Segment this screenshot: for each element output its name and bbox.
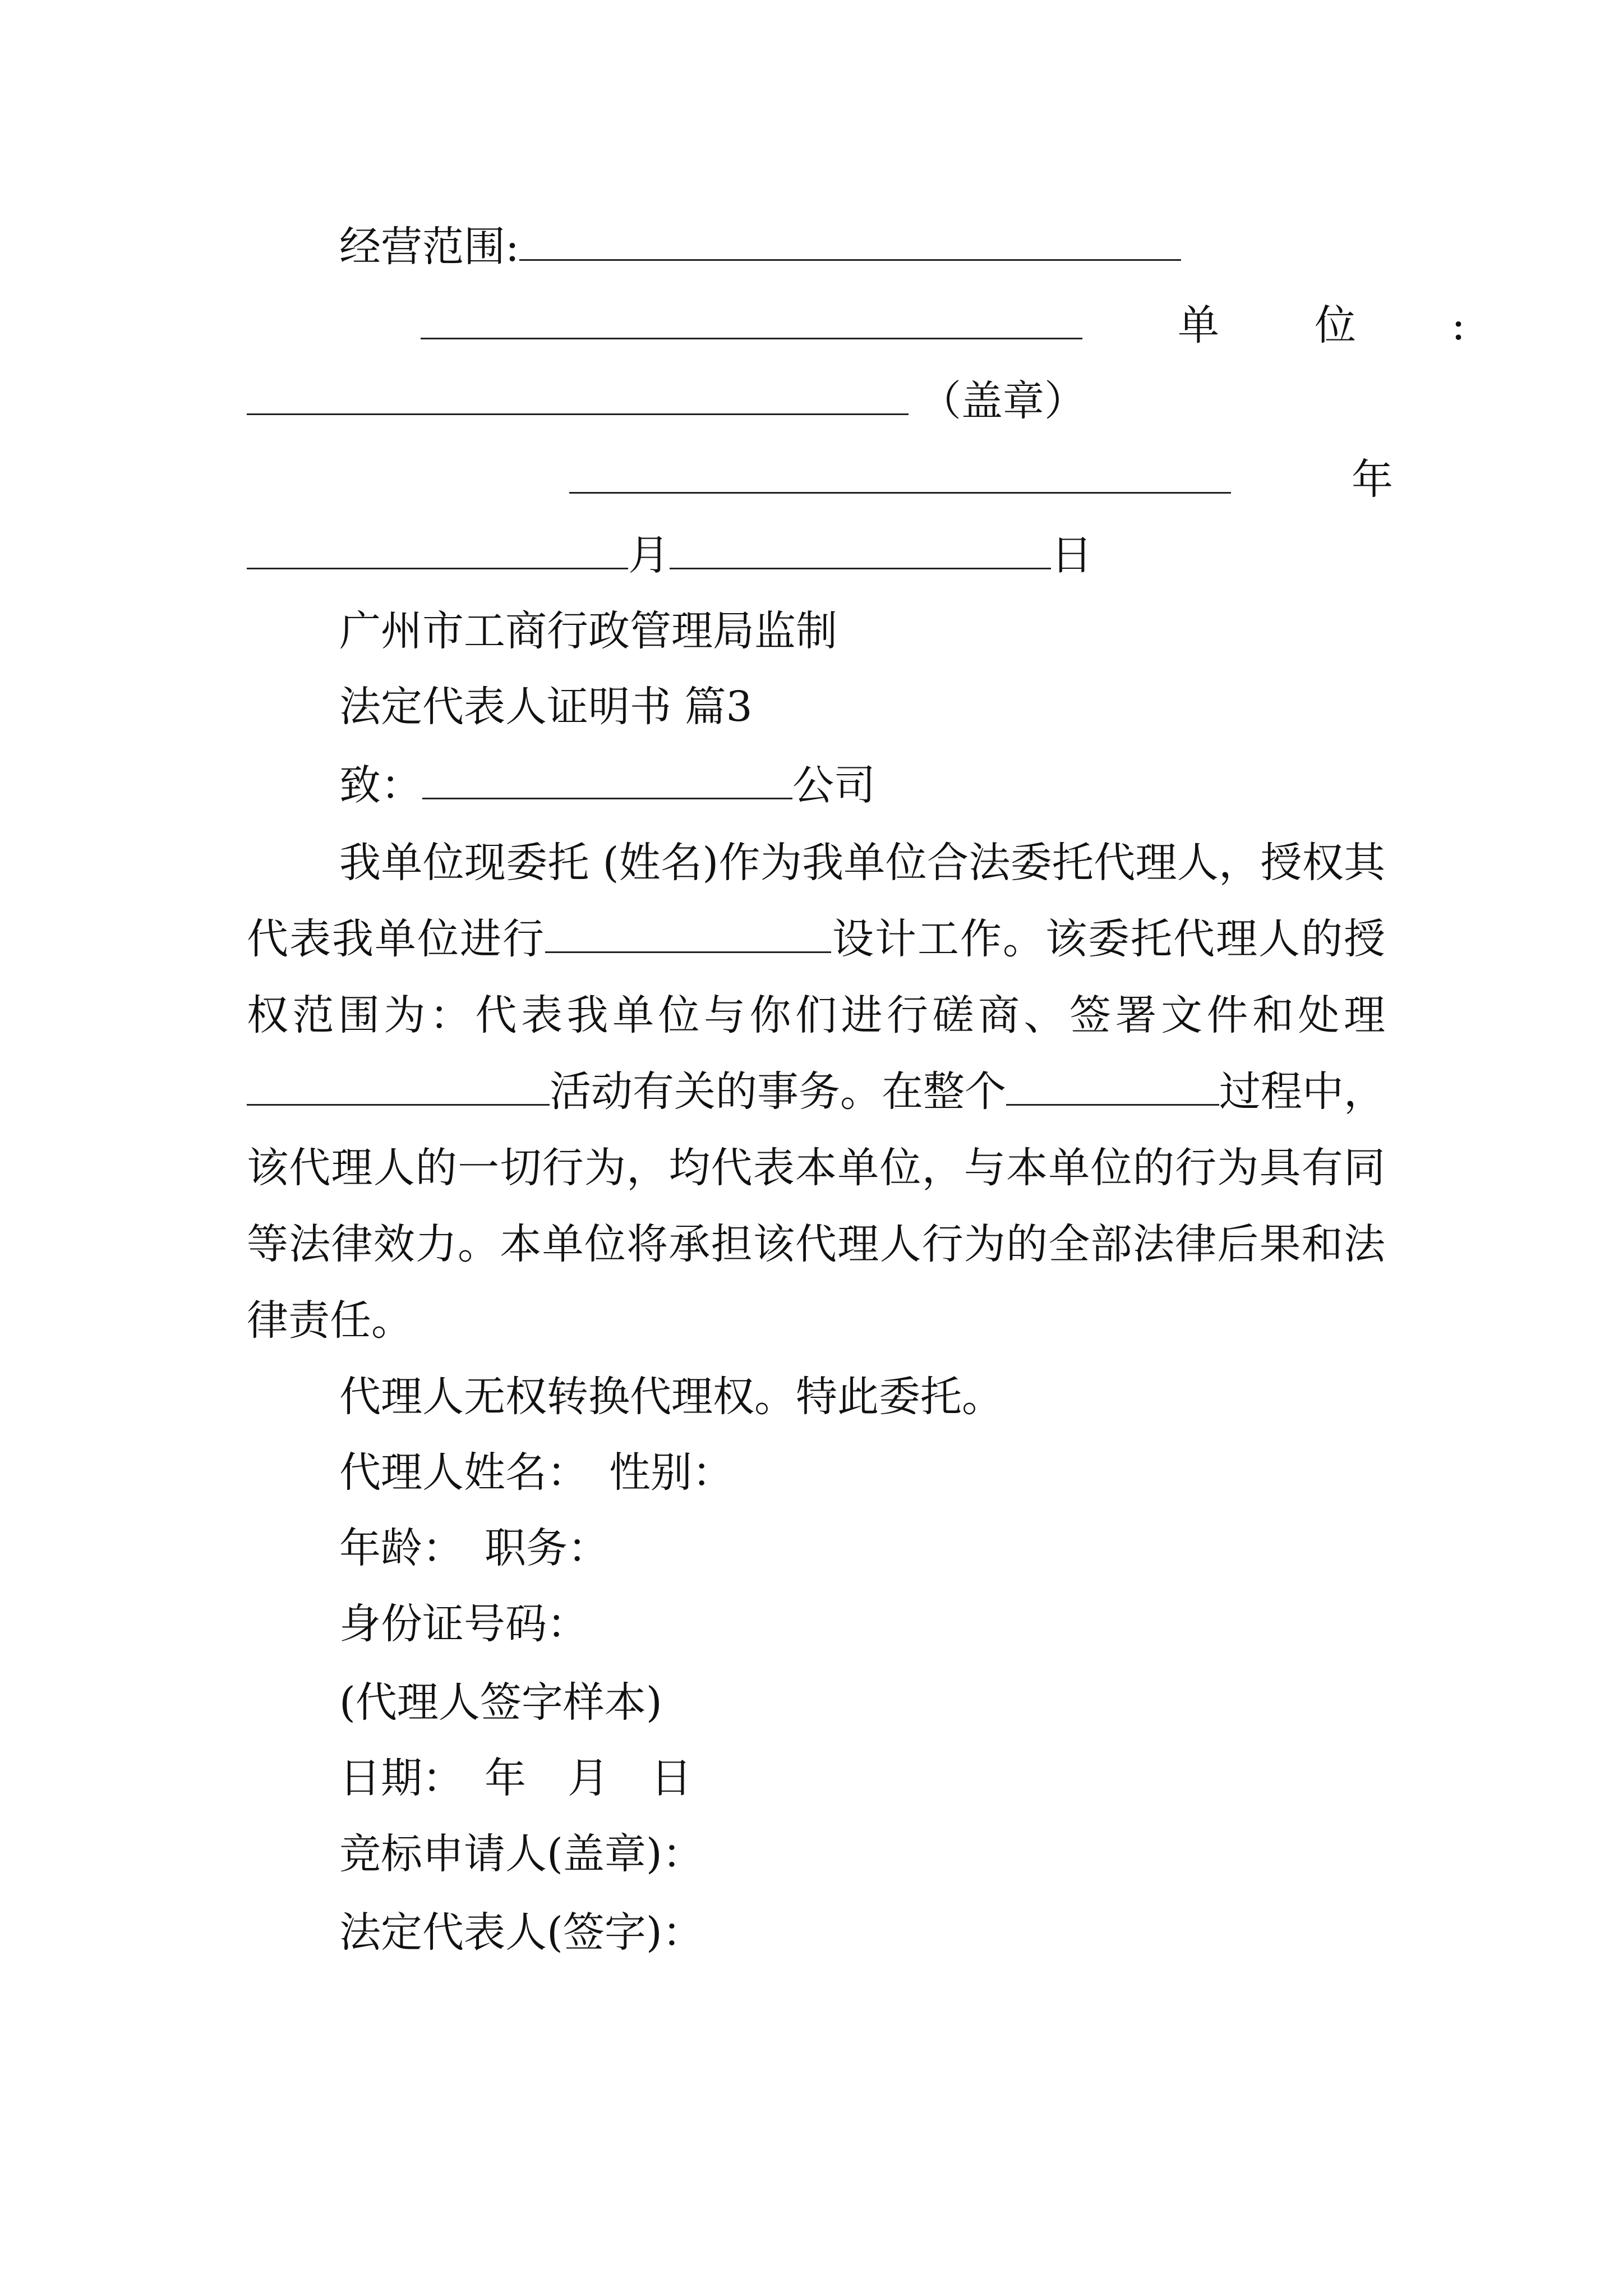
id-number-field: 身份证号码： xyxy=(339,1600,588,1648)
year-label: 年 xyxy=(1352,455,1393,504)
recipient-prefix: 致： xyxy=(339,761,422,809)
day-label: 日 xyxy=(1051,531,1092,579)
month-blank xyxy=(247,534,628,569)
process-blank xyxy=(1006,1071,1219,1106)
para-text-a: 我单位现委托 (姓名)作为我单位合法委托代理人，授权其代表我单位进行 xyxy=(247,839,1385,963)
para-text-b: 设计工作。该委托代理人的授权范围为：代表我单位与你们进行磋商、签署文件和处理 xyxy=(247,915,1385,1039)
year-row xyxy=(569,452,1231,508)
agent-name-field: 代理人姓名： 性别： xyxy=(339,1448,734,1497)
para-text-d: 过程中，该代理人的一切行为，均代表本单位，与本单位的行为具有同等法律效力。本单位将承担该代理人行为的全部法律后果和法律责任。 xyxy=(247,1068,1385,1345)
day-blank xyxy=(670,534,1051,569)
bidder-seal-field: 竞标申请人(盖章)： xyxy=(339,1830,704,1878)
recipient-blank xyxy=(422,764,792,799)
year-blank xyxy=(569,458,1231,494)
age-position-field: 年龄： 职务： xyxy=(339,1524,609,1572)
no-transfer-statement: 代理人无权转换代理权。特此委托。 xyxy=(339,1373,1003,1421)
design-work-blank xyxy=(545,919,831,953)
section-title: 法定代表人证明书 篇3 xyxy=(339,683,753,731)
signature-sample-field: (代理人签字样本) xyxy=(339,1678,662,1727)
business-scope-blank xyxy=(519,226,1181,261)
date-field: 日期： 年 月 日 xyxy=(339,1754,692,1802)
seal-blank xyxy=(247,380,909,415)
month-day-row xyxy=(247,527,1092,583)
supervisor-line: 广州市工商行政管理局监制 xyxy=(339,607,837,655)
business-scope-label: 经营范围: xyxy=(339,223,519,271)
recipient-row xyxy=(339,757,875,813)
legal-rep-signature-field: 法定代表人(签字)： xyxy=(339,1908,704,1957)
seal-row xyxy=(247,373,1086,429)
seal-label: （盖章） xyxy=(920,377,1086,425)
month-label: 月 xyxy=(628,531,670,579)
activity-blank xyxy=(247,1071,550,1106)
business-scope-row xyxy=(339,219,1181,275)
authorization-paragraph xyxy=(247,825,1385,1359)
unit-row-blank xyxy=(421,297,1082,353)
unit-label: 单 位 : xyxy=(1178,301,1492,349)
para-text-c: 活动有关的事务。在整个 xyxy=(550,1068,1006,1116)
unit-blank xyxy=(421,304,1082,339)
recipient-suffix: 公司 xyxy=(792,761,875,809)
